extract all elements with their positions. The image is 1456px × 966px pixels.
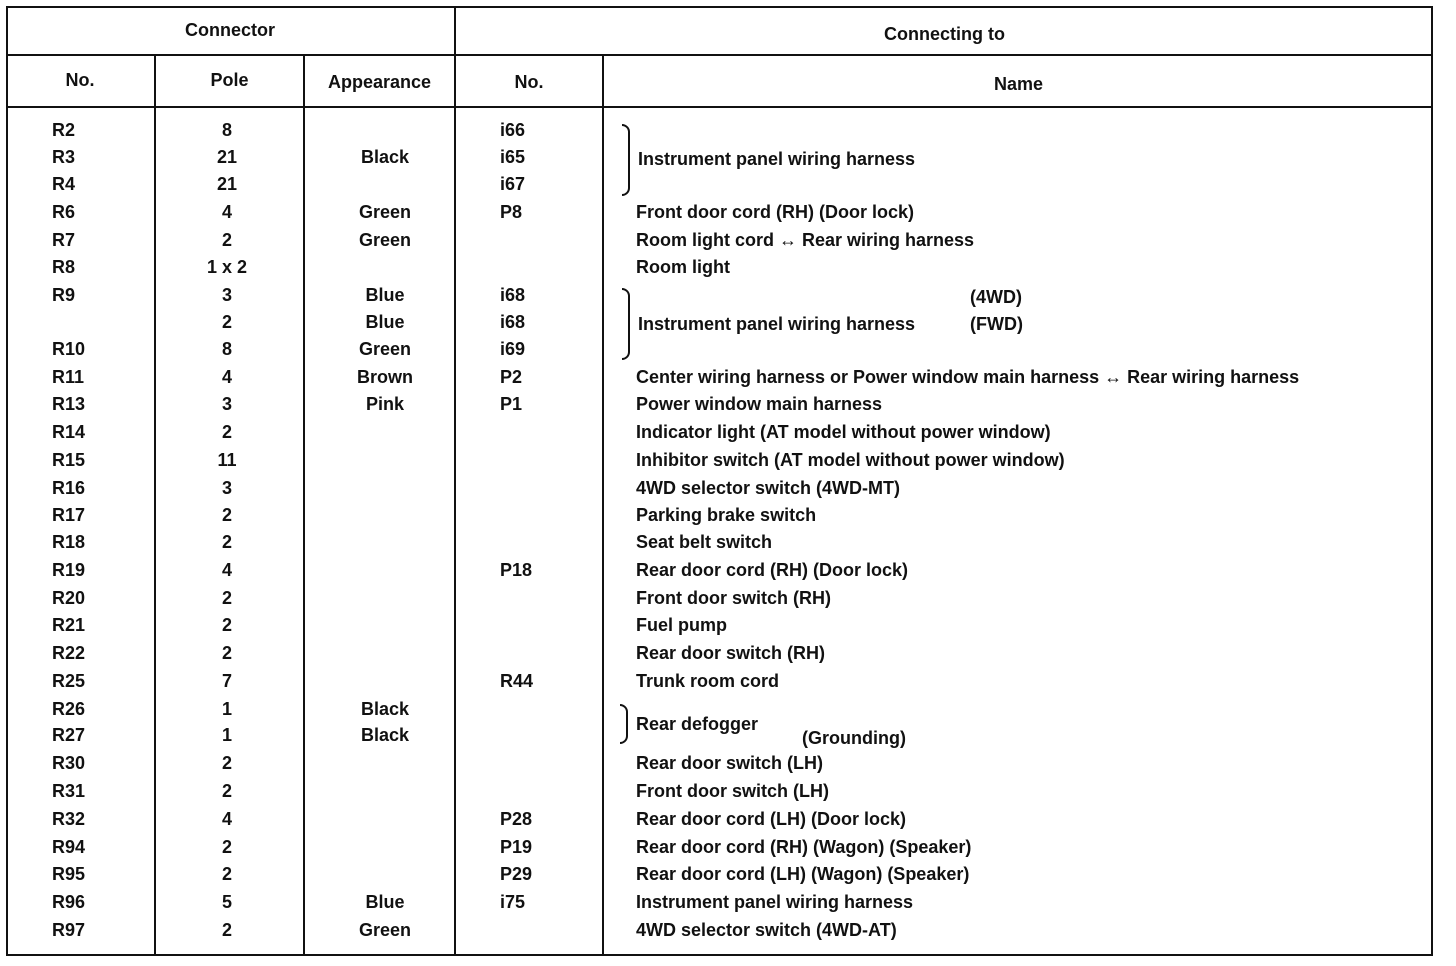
cell-connector-no: R9 [52, 285, 76, 305]
cell-pole: 1 [221, 699, 232, 719]
group-note-grounding: (Grounding) [802, 728, 906, 748]
cell-connecting-no: i68 [500, 312, 526, 332]
cell-connector-no: R10 [52, 339, 86, 359]
cell-pole: 4 [221, 560, 232, 580]
cell-connector-no: R14 [52, 422, 86, 442]
cell-connector-no: R20 [52, 588, 86, 608]
cell-connecting-no: i68 [500, 285, 526, 305]
header-col-no: No. [65, 70, 95, 90]
cell-connector-no: R32 [52, 809, 86, 829]
cell-name: Indicator light (AT model without power window) [636, 422, 1051, 442]
cell-connecting-no: P2 [500, 367, 523, 387]
cell-connector-no: R6 [52, 202, 76, 222]
cell-appearance: Blue [365, 285, 405, 305]
cell-pole: 2 [221, 230, 232, 250]
group-brace-2 [622, 288, 630, 360]
cell-pole: 21 [216, 174, 238, 194]
cell-connector-no: R11 [52, 367, 85, 387]
cell-name: Room light [636, 257, 730, 277]
header-connector: Connector [185, 20, 275, 40]
cell-appearance: Green [358, 230, 412, 250]
cell-connecting-no: i65 [500, 147, 526, 167]
cell-name: Rear door cord (LH) (Door lock) [636, 809, 907, 829]
cell-pole: 4 [221, 367, 232, 387]
col-divider-2 [303, 55, 305, 956]
cell-pole: 1 [221, 725, 232, 745]
cell-connecting-no: P8 [500, 202, 523, 222]
cell-connector-no: R95 [52, 864, 86, 884]
cell-connector-no: R31 [52, 781, 86, 801]
cell-connector-no: R21 [52, 615, 86, 635]
cell-connecting-no: i75 [500, 892, 526, 912]
group-name-1: Instrument panel wiring harness [638, 149, 916, 169]
cell-connector-no: R18 [52, 532, 86, 552]
cell-name: Rear door cord (RH) (Door lock) [636, 560, 909, 580]
cell-appearance: Brown [357, 367, 413, 387]
cell-pole: 4 [221, 809, 232, 829]
cell-connecting-no: i69 [500, 339, 526, 359]
cell-pole: 2 [221, 864, 232, 884]
cell-connector-no: R22 [52, 643, 86, 663]
group-note-4wd: (4WD) [970, 287, 1022, 307]
cell-name: Inhibitor switch (AT model without power window) [636, 450, 1065, 470]
cell-connecting-no: i67 [500, 174, 526, 194]
cell-pole: 5 [221, 892, 232, 912]
cell-connecting-no: i66 [500, 120, 526, 140]
cell-appearance: Pink [365, 394, 404, 414]
cell-connector-no: R8 [52, 257, 76, 277]
cell-connecting-no: R44 [500, 671, 534, 691]
header-bottom-line [6, 106, 1433, 108]
cell-connector-no: R94 [52, 837, 86, 857]
cell-pole: 2 [221, 643, 232, 663]
cell-pole: 2 [221, 588, 232, 608]
cell-pole: 8 [221, 120, 232, 140]
cell-name: Fuel pump [636, 615, 727, 635]
cell-name: Rear door switch (LH) [636, 753, 824, 773]
cell-pole: 8 [221, 339, 232, 359]
cell-connector-no: R15 [52, 450, 86, 470]
cell-pole: 3 [221, 478, 232, 498]
header-col-connecting-no: No. [514, 72, 544, 92]
col-divider-4 [602, 55, 604, 956]
cell-connector-no: R19 [52, 560, 86, 580]
cell-name: Front door cord (RH) (Door lock) [636, 202, 914, 222]
cell-pole: 3 [221, 394, 232, 414]
cell-pole: 2 [221, 532, 232, 552]
cell-pole: 7 [221, 671, 232, 691]
cell-name: Instrument panel wiring harness [636, 892, 914, 912]
cell-connecting-no: P1 [500, 394, 523, 414]
group-note-fwd: (FWD) [970, 314, 1023, 334]
cell-appearance: Green [358, 339, 412, 359]
cell-name: Center wiring harness or Power window main harness ↔ Rear wiring harness [636, 367, 1300, 387]
cell-connector-no: R96 [52, 892, 86, 912]
cell-pole: 2 [221, 753, 232, 773]
header-connecting-to: Connecting to [884, 24, 1005, 44]
cell-name: Trunk room cord [636, 671, 780, 691]
cell-connector-no: R97 [52, 920, 86, 940]
cell-appearance: Blue [365, 312, 405, 332]
cell-pole: 2 [221, 781, 232, 801]
cell-name: Rear door cord (LH) (Wagon) (Speaker) [636, 864, 970, 884]
header-divider [6, 54, 1433, 56]
cell-name: Parking brake switch [636, 505, 817, 525]
header-col-appearance: Appearance [327, 72, 432, 92]
cell-connector-no: R25 [52, 671, 86, 691]
group-brace-3 [620, 704, 628, 744]
col-divider-3 [454, 6, 456, 956]
cell-appearance: Black [360, 725, 410, 745]
cell-pole: 2 [221, 312, 232, 332]
cell-connector-no: R26 [52, 699, 86, 719]
cell-connector-no: R13 [52, 394, 86, 414]
cell-name: Front door switch (LH) [636, 781, 829, 801]
cell-name: 4WD selector switch (4WD-MT) [636, 478, 901, 498]
cell-appearance: Green [358, 202, 412, 222]
cell-pole: 2 [221, 505, 232, 525]
cell-name: Room light cord ↔ Rear wiring harness [636, 230, 975, 250]
cell-connecting-no: P29 [500, 864, 533, 884]
group-name-2: Instrument panel wiring harness [638, 314, 916, 334]
cell-pole: 1 x 2 [206, 257, 248, 277]
cell-appearance: Black [360, 699, 410, 719]
cell-pole: 2 [221, 422, 232, 442]
cell-pole: 21 [216, 147, 238, 167]
cell-connector-no: R4 [52, 174, 76, 194]
group-name-3: Rear defogger [636, 714, 759, 734]
cell-connector-no: R17 [52, 505, 86, 525]
cell-name: Rear door cord (RH) (Wagon) (Speaker) [636, 837, 972, 857]
cell-name: Front door switch (RH) [636, 588, 831, 608]
cell-connector-no: R27 [52, 725, 86, 745]
cell-pole: 2 [221, 920, 232, 940]
cell-appearance: Green [358, 920, 412, 940]
header-col-pole: Pole [210, 70, 249, 90]
cell-name: 4WD selector switch (4WD-AT) [636, 920, 897, 940]
cell-connecting-no: P18 [500, 560, 533, 580]
cell-name: Power window main harness [636, 394, 883, 414]
cell-pole: 3 [221, 285, 232, 305]
cell-connector-no: R2 [52, 120, 76, 140]
cell-connector-no: R30 [52, 753, 86, 773]
cell-pole: 2 [221, 615, 232, 635]
cell-pole: 2 [221, 837, 232, 857]
cell-appearance: Black [360, 147, 410, 167]
cell-connecting-no: P19 [500, 837, 533, 857]
cell-connector-no: R16 [52, 478, 86, 498]
cell-appearance: Blue [365, 892, 405, 912]
cell-connecting-no: P28 [500, 809, 533, 829]
cell-pole: 11 [217, 450, 237, 470]
cell-connector-no: R3 [52, 147, 76, 167]
header-col-name: Name [993, 74, 1044, 94]
cell-name: Seat belt switch [636, 532, 773, 552]
group-brace-1 [622, 124, 630, 196]
cell-name: Rear door switch (RH) [636, 643, 826, 663]
cell-pole: 4 [221, 202, 232, 222]
cell-connector-no: R7 [52, 230, 76, 250]
